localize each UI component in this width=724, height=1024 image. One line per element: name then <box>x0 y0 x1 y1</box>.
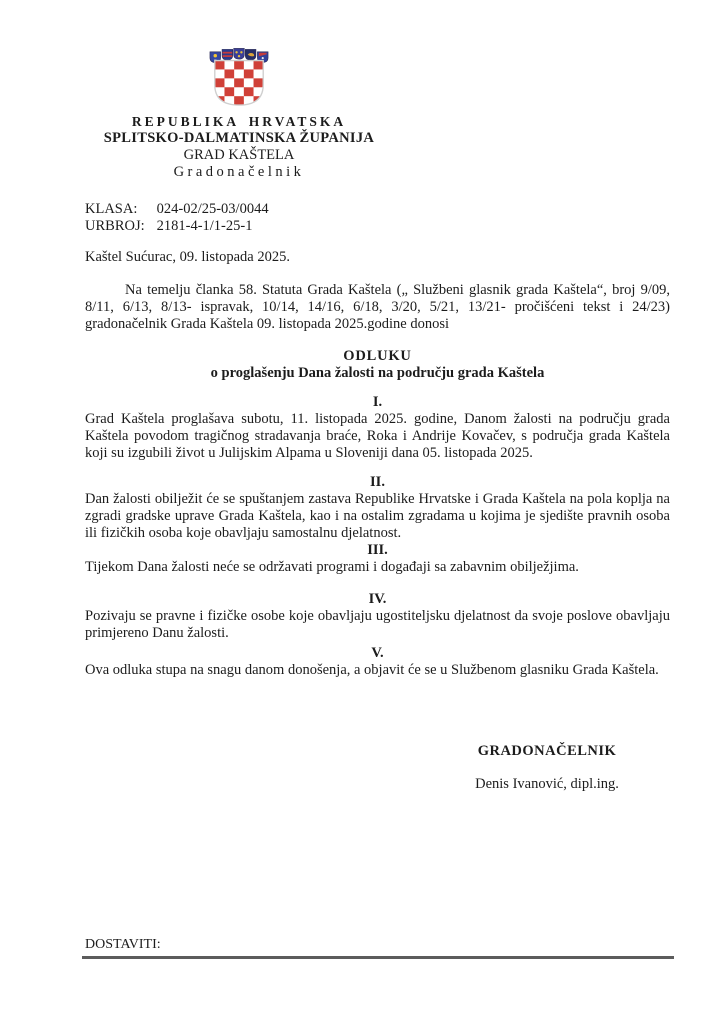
header-country: REPUBLIKA HRVATSKA <box>131 114 347 129</box>
header-city: GRAD KAŠTELA <box>183 147 295 163</box>
section-iv-numeral: IV. <box>368 590 387 607</box>
section-v-text: Ova odluka stupa na snagu danom donošenja, a objavit će se u Službenom glasniku Grada Kaštela. <box>85 661 659 678</box>
decision-subtitle: o proglašenju Dana žalosti na području grada Kaštela <box>210 364 545 381</box>
footer-divider <box>82 956 674 959</box>
section-i-text: Grad Kaštela proglašava subotu, 11. listopada 2025. godine, Danom žalosti na području grada Kaštela povodom tragičnog stradavanja braće, Roka i Andrije Kovačev, s područja grada Kaštela koji su izgubili život u Julijskim Alpama u Sloveniji dana 05. listopada 2025. <box>85 410 670 461</box>
croatia-coat-of-arms-icon <box>208 46 270 113</box>
urbroj-row <box>85 218 670 235</box>
decision-sections <box>85 394 670 679</box>
section-iii-numeral: III. <box>367 541 388 558</box>
signature-block <box>432 743 662 793</box>
klasa-value: 024-02/25-03/0044 <box>156 201 269 217</box>
reference-block <box>85 201 670 235</box>
section-v <box>85 645 670 679</box>
section-iii <box>85 542 670 576</box>
section-iv <box>85 591 670 642</box>
section-ii-numeral: II. <box>370 473 385 490</box>
section-iii-text: Tijekom Dana žalosti neće se održavati programi i događaji sa zabavnim obilježjima. <box>85 558 579 575</box>
document-header <box>79 0 399 181</box>
document-footer <box>85 936 672 966</box>
section-ii <box>85 474 670 542</box>
dostaviti-label: DOSTAVITI: <box>85 937 161 952</box>
urbroj-label: URBROJ: <box>85 218 145 234</box>
section-ii-text: Dan žalosti obilježit će se spuštanjem zastava Republike Hrvatske i Grada Kaštela na pola koplja na zgradi gradske uprave Grada Kaštela, kao i na ostalim zgradama u kojima je sjedište pravnih osoba ili fizičkih osoba koje obavljaju samostalnu djelatnost. <box>85 490 670 541</box>
klasa-label: KLASA: <box>85 201 138 217</box>
header-office: Gradonačelnik <box>173 164 305 180</box>
place-and-date: Kaštel Sućurac, 09. listopada 2025. <box>85 249 290 265</box>
preamble-paragraph: Na temelju članka 58. Statuta Grada Kaštela („ Službeni glasnik grada Kaštela“, broj 9/09, 8/11, 6/13, 8/13- ispravak, 10/14, 14/16, 6/18, 3/20, 5/21, 13/21- pročišćeni tekst i 24/23) gradonačelnik Grada Kaštela 09. listopada 2025.godine donosi <box>85 282 670 332</box>
section-v-numeral: V. <box>371 644 384 661</box>
decision-title: ODLUKU <box>343 347 412 364</box>
section-i <box>85 394 670 462</box>
decision-title-block <box>85 348 670 382</box>
section-iv-text: Pozivaju se pravne i fizičke osobe koje obavljaju ugostiteljsku djelatnost da svoje poslove obavljaju primjereno Danu žalosti. <box>85 607 670 641</box>
section-i-numeral: I. <box>372 393 383 410</box>
urbroj-value: 2181-4-1/1-25-1 <box>156 218 253 234</box>
signature-role: GRADONAČELNIK <box>477 742 617 759</box>
header-county: SPLITSKO-DALMATINSKA ŽUPANIJA <box>103 130 375 146</box>
klasa-row <box>85 201 670 218</box>
signature-name: Denis Ivanović, dipl.ing. <box>475 775 619 792</box>
